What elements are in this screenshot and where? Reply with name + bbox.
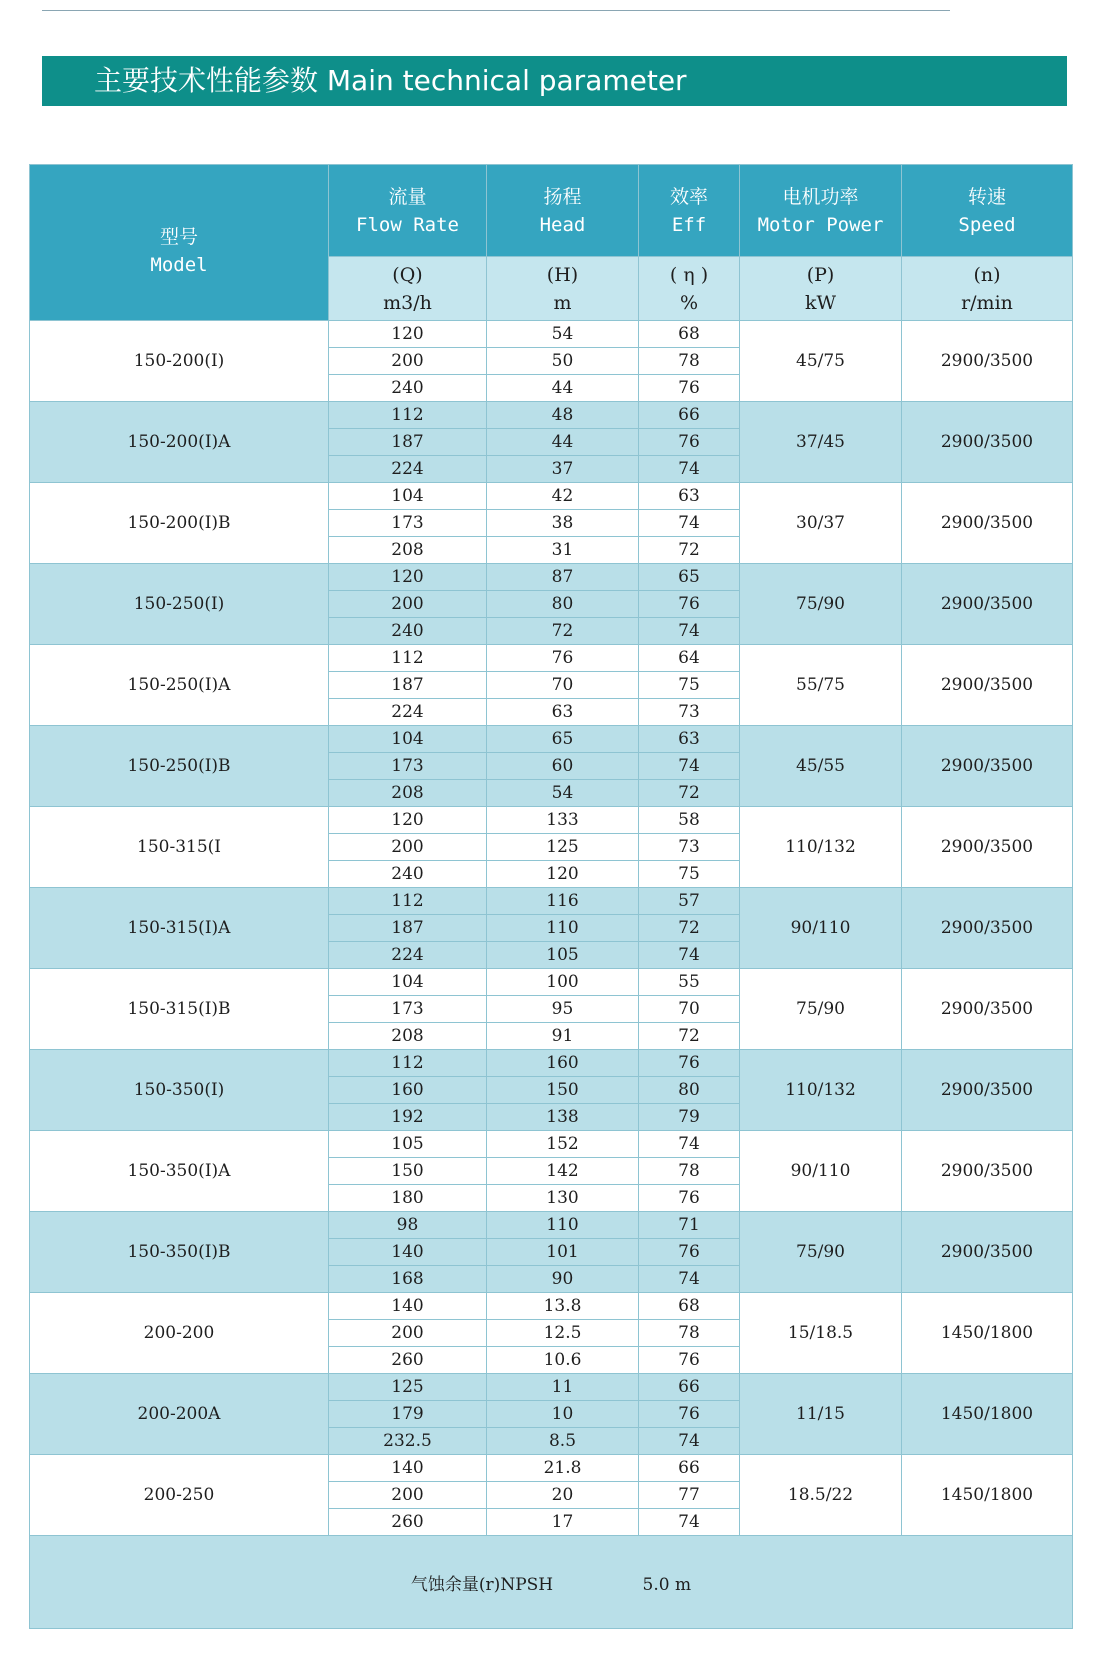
eff-cell: 57 <box>639 888 740 915</box>
eff-cell: 74 <box>639 942 740 969</box>
npsh-label: 气蚀余量(r)NPSH <box>410 1574 554 1595</box>
head-cell: 91 <box>487 1023 639 1050</box>
eff-cell: 76 <box>639 1050 740 1077</box>
unit-eff <box>639 257 740 321</box>
header-head-cn: 扬程 <box>543 185 582 208</box>
table-row <box>30 726 1073 753</box>
power-cell: 75/90 <box>740 969 902 1050</box>
model-cell: 200-200 <box>30 1293 329 1374</box>
eff-cell: 68 <box>639 1293 740 1320</box>
speed-cell: 2900/3500 <box>902 1131 1073 1212</box>
spec-body <box>30 321 1073 1536</box>
flow-cell: 104 <box>329 969 487 996</box>
flow-cell: 98 <box>329 1212 487 1239</box>
flow-cell: 168 <box>329 1266 487 1293</box>
head-cell: 48 <box>487 402 639 429</box>
eff-cell: 76 <box>639 375 740 402</box>
unit-speed-unit: r/min <box>961 291 1013 314</box>
header-power <box>740 165 902 257</box>
head-cell: 152 <box>487 1131 639 1158</box>
unit-speed <box>902 257 1073 321</box>
head-cell: 63 <box>487 699 639 726</box>
flow-cell: 192 <box>329 1104 487 1131</box>
flow-cell: 120 <box>329 807 487 834</box>
flow-cell: 187 <box>329 429 487 456</box>
table-row <box>30 1455 1073 1482</box>
flow-cell: 240 <box>329 861 487 888</box>
header-power-en: Motor Power <box>757 213 884 236</box>
flow-cell: 120 <box>329 564 487 591</box>
top-rule <box>42 10 950 11</box>
head-cell: 110 <box>487 1212 639 1239</box>
eff-cell: 65 <box>639 564 740 591</box>
npsh-value: 5.0 m <box>642 1574 692 1595</box>
head-cell: 116 <box>487 888 639 915</box>
unit-eff-unit: % <box>679 291 699 314</box>
flow-cell: 187 <box>329 672 487 699</box>
head-cell: 120 <box>487 861 639 888</box>
eff-cell: 73 <box>639 834 740 861</box>
eff-cell: 79 <box>639 1104 740 1131</box>
flow-cell: 260 <box>329 1509 487 1536</box>
flow-cell: 140 <box>329 1455 487 1482</box>
eff-cell: 74 <box>639 1509 740 1536</box>
flow-cell: 200 <box>329 591 487 618</box>
speed-cell: 2900/3500 <box>902 969 1073 1050</box>
flow-cell: 105 <box>329 1131 487 1158</box>
header-head <box>487 165 639 257</box>
page-title: 主要技术性能参数 Main technical parameter <box>42 56 1067 106</box>
eff-cell: 78 <box>639 1320 740 1347</box>
model-cell: 150-200(I) <box>30 321 329 402</box>
head-cell: 31 <box>487 537 639 564</box>
unit-flow-symbol: (Q) <box>392 263 423 286</box>
flow-cell: 173 <box>329 996 487 1023</box>
flow-cell: 224 <box>329 942 487 969</box>
flow-cell: 208 <box>329 1023 487 1050</box>
head-cell: 54 <box>487 321 639 348</box>
eff-cell: 75 <box>639 861 740 888</box>
table-row <box>30 807 1073 834</box>
head-cell: 20 <box>487 1482 639 1509</box>
power-cell: 90/110 <box>740 888 902 969</box>
head-cell: 105 <box>487 942 639 969</box>
head-cell: 38 <box>487 510 639 537</box>
flow-cell: 224 <box>329 699 487 726</box>
flow-cell: 140 <box>329 1293 487 1320</box>
head-cell: 8.5 <box>487 1428 639 1455</box>
npsh-row <box>30 1536 1073 1629</box>
eff-cell: 72 <box>639 1023 740 1050</box>
flow-cell: 200 <box>329 348 487 375</box>
table-row <box>30 1374 1073 1401</box>
eff-cell: 63 <box>639 483 740 510</box>
head-cell: 160 <box>487 1050 639 1077</box>
model-cell: 150-250(I)A <box>30 645 329 726</box>
eff-cell: 75 <box>639 672 740 699</box>
table-row <box>30 969 1073 996</box>
head-cell: 60 <box>487 753 639 780</box>
eff-cell: 74 <box>639 1266 740 1293</box>
eff-cell: 70 <box>639 996 740 1023</box>
head-cell: 100 <box>487 969 639 996</box>
power-cell: 55/75 <box>740 645 902 726</box>
speed-cell: 2900/3500 <box>902 483 1073 564</box>
header-speed-cn: 转速 <box>967 185 1006 208</box>
head-cell: 95 <box>487 996 639 1023</box>
eff-cell: 64 <box>639 645 740 672</box>
head-cell: 87 <box>487 564 639 591</box>
power-cell: 11/15 <box>740 1374 902 1455</box>
eff-cell: 66 <box>639 1455 740 1482</box>
eff-cell: 80 <box>639 1077 740 1104</box>
table-row <box>30 1131 1073 1158</box>
flow-cell: 200 <box>329 1482 487 1509</box>
power-cell: 75/90 <box>740 1212 902 1293</box>
header-head-en: Head <box>539 213 586 236</box>
flow-cell: 173 <box>329 753 487 780</box>
table-row <box>30 1212 1073 1239</box>
speed-cell: 1450/1800 <box>902 1374 1073 1455</box>
head-cell: 17 <box>487 1509 639 1536</box>
header-speed <box>902 165 1073 257</box>
eff-cell: 74 <box>639 1131 740 1158</box>
flow-cell: 180 <box>329 1185 487 1212</box>
power-cell: 15/18.5 <box>740 1293 902 1374</box>
head-cell: 65 <box>487 726 639 753</box>
flow-cell: 232.5 <box>329 1428 487 1455</box>
spec-table <box>29 164 1073 1629</box>
flow-cell: 125 <box>329 1374 487 1401</box>
header-eff-cn: 效率 <box>669 185 708 208</box>
model-cell: 150-350(I)A <box>30 1131 329 1212</box>
table-row <box>30 483 1073 510</box>
eff-cell: 66 <box>639 1374 740 1401</box>
flow-cell: 240 <box>329 375 487 402</box>
flow-cell: 187 <box>329 915 487 942</box>
speed-cell: 2900/3500 <box>902 1050 1073 1131</box>
unit-eff-symbol: ( η ) <box>669 263 709 286</box>
eff-cell: 76 <box>639 1347 740 1374</box>
flow-cell: 112 <box>329 1050 487 1077</box>
head-cell: 42 <box>487 483 639 510</box>
eff-cell: 74 <box>639 1428 740 1455</box>
model-cell: 150-200(I)B <box>30 483 329 564</box>
flow-cell: 150 <box>329 1158 487 1185</box>
power-cell: 30/37 <box>740 483 902 564</box>
eff-cell: 77 <box>639 1482 740 1509</box>
table-row <box>30 1293 1073 1320</box>
eff-cell: 78 <box>639 348 740 375</box>
eff-cell: 68 <box>639 321 740 348</box>
head-cell: 10 <box>487 1401 639 1428</box>
eff-cell: 72 <box>639 537 740 564</box>
flow-cell: 260 <box>329 1347 487 1374</box>
eff-cell: 74 <box>639 618 740 645</box>
unit-speed-symbol: (n) <box>973 263 1001 286</box>
flow-cell: 120 <box>329 321 487 348</box>
power-cell: 110/132 <box>740 1050 902 1131</box>
speed-cell: 2900/3500 <box>902 888 1073 969</box>
eff-cell: 74 <box>639 510 740 537</box>
header-model-cn: 型号 <box>159 225 198 248</box>
eff-cell: 78 <box>639 1158 740 1185</box>
header-flow <box>329 165 487 257</box>
header-power-cn: 电机功率 <box>782 185 859 208</box>
model-cell: 150-200(I)A <box>30 402 329 483</box>
head-cell: 76 <box>487 645 639 672</box>
power-cell: 18.5/22 <box>740 1455 902 1536</box>
unit-power-symbol: (P) <box>806 263 835 286</box>
head-cell: 142 <box>487 1158 639 1185</box>
head-cell: 13.8 <box>487 1293 639 1320</box>
head-cell: 44 <box>487 375 639 402</box>
head-cell: 70 <box>487 672 639 699</box>
speed-cell: 2900/3500 <box>902 402 1073 483</box>
model-cell: 150-250(I)B <box>30 726 329 807</box>
flow-cell: 112 <box>329 888 487 915</box>
head-cell: 90 <box>487 1266 639 1293</box>
model-cell: 150-350(I) <box>30 1050 329 1131</box>
npsh-cell <box>30 1536 1073 1629</box>
head-cell: 72 <box>487 618 639 645</box>
power-cell: 75/90 <box>740 564 902 645</box>
speed-cell: 2900/3500 <box>902 321 1073 402</box>
flow-cell: 104 <box>329 726 487 753</box>
eff-cell: 63 <box>639 726 740 753</box>
flow-cell: 173 <box>329 510 487 537</box>
head-cell: 125 <box>487 834 639 861</box>
header-model <box>30 165 329 321</box>
model-cell: 150-315(I)B <box>30 969 329 1050</box>
eff-cell: 66 <box>639 402 740 429</box>
model-cell: 150-315(I)A <box>30 888 329 969</box>
model-cell: 150-350(I)B <box>30 1212 329 1293</box>
unit-flow <box>329 257 487 321</box>
head-cell: 54 <box>487 780 639 807</box>
unit-flow-unit: m3/h <box>383 291 432 314</box>
model-cell: 200-200A <box>30 1374 329 1455</box>
head-cell: 10.6 <box>487 1347 639 1374</box>
head-cell: 50 <box>487 348 639 375</box>
eff-cell: 58 <box>639 807 740 834</box>
head-cell: 37 <box>487 456 639 483</box>
power-cell: 90/110 <box>740 1131 902 1212</box>
eff-cell: 73 <box>639 699 740 726</box>
flow-cell: 104 <box>329 483 487 510</box>
eff-cell: 76 <box>639 591 740 618</box>
head-cell: 44 <box>487 429 639 456</box>
header-eff <box>639 165 740 257</box>
unit-power-unit: kW <box>804 291 837 314</box>
speed-cell: 2900/3500 <box>902 564 1073 645</box>
power-cell: 110/132 <box>740 807 902 888</box>
table-row <box>30 402 1073 429</box>
eff-cell: 76 <box>639 429 740 456</box>
speed-cell: 2900/3500 <box>902 807 1073 888</box>
head-cell: 21.8 <box>487 1455 639 1482</box>
head-cell: 101 <box>487 1239 639 1266</box>
power-cell: 45/75 <box>740 321 902 402</box>
head-cell: 110 <box>487 915 639 942</box>
flow-cell: 208 <box>329 537 487 564</box>
eff-cell: 76 <box>639 1185 740 1212</box>
head-cell: 150 <box>487 1077 639 1104</box>
model-cell: 200-250 <box>30 1455 329 1536</box>
speed-cell: 1450/1800 <box>902 1455 1073 1536</box>
head-cell: 80 <box>487 591 639 618</box>
unit-head-symbol: (H) <box>546 263 579 286</box>
speed-cell: 1450/1800 <box>902 1293 1073 1374</box>
head-cell: 12.5 <box>487 1320 639 1347</box>
flow-cell: 140 <box>329 1239 487 1266</box>
table-row <box>30 321 1073 348</box>
unit-head <box>487 257 639 321</box>
eff-cell: 72 <box>639 780 740 807</box>
eff-cell: 76 <box>639 1401 740 1428</box>
head-cell: 130 <box>487 1185 639 1212</box>
flow-cell: 224 <box>329 456 487 483</box>
speed-cell: 2900/3500 <box>902 1212 1073 1293</box>
header-flow-cn: 流量 <box>388 185 427 208</box>
eff-cell: 76 <box>639 1239 740 1266</box>
model-cell: 150-315(I <box>30 807 329 888</box>
eff-cell: 72 <box>639 915 740 942</box>
flow-cell: 200 <box>329 834 487 861</box>
head-cell: 11 <box>487 1374 639 1401</box>
flow-cell: 112 <box>329 645 487 672</box>
unit-head-unit: m <box>553 291 572 314</box>
header-flow-en: Flow Rate <box>356 213 459 236</box>
header-speed-en: Speed <box>958 213 1016 236</box>
eff-cell: 55 <box>639 969 740 996</box>
flow-cell: 160 <box>329 1077 487 1104</box>
power-cell: 45/55 <box>740 726 902 807</box>
unit-power <box>740 257 902 321</box>
flow-cell: 179 <box>329 1401 487 1428</box>
flow-cell: 112 <box>329 402 487 429</box>
header-eff-en: Eff <box>671 213 707 236</box>
table-row <box>30 1050 1073 1077</box>
table-row <box>30 645 1073 672</box>
speed-cell: 2900/3500 <box>902 645 1073 726</box>
table-row <box>30 888 1073 915</box>
power-cell: 37/45 <box>740 402 902 483</box>
eff-cell: 74 <box>639 753 740 780</box>
flow-cell: 200 <box>329 1320 487 1347</box>
flow-cell: 208 <box>329 780 487 807</box>
flow-cell: 240 <box>329 618 487 645</box>
speed-cell: 2900/3500 <box>902 726 1073 807</box>
head-cell: 133 <box>487 807 639 834</box>
header-model-en: Model <box>150 253 208 276</box>
eff-cell: 71 <box>639 1212 740 1239</box>
eff-cell: 74 <box>639 456 740 483</box>
model-cell: 150-250(I) <box>30 564 329 645</box>
table-row <box>30 564 1073 591</box>
head-cell: 138 <box>487 1104 639 1131</box>
